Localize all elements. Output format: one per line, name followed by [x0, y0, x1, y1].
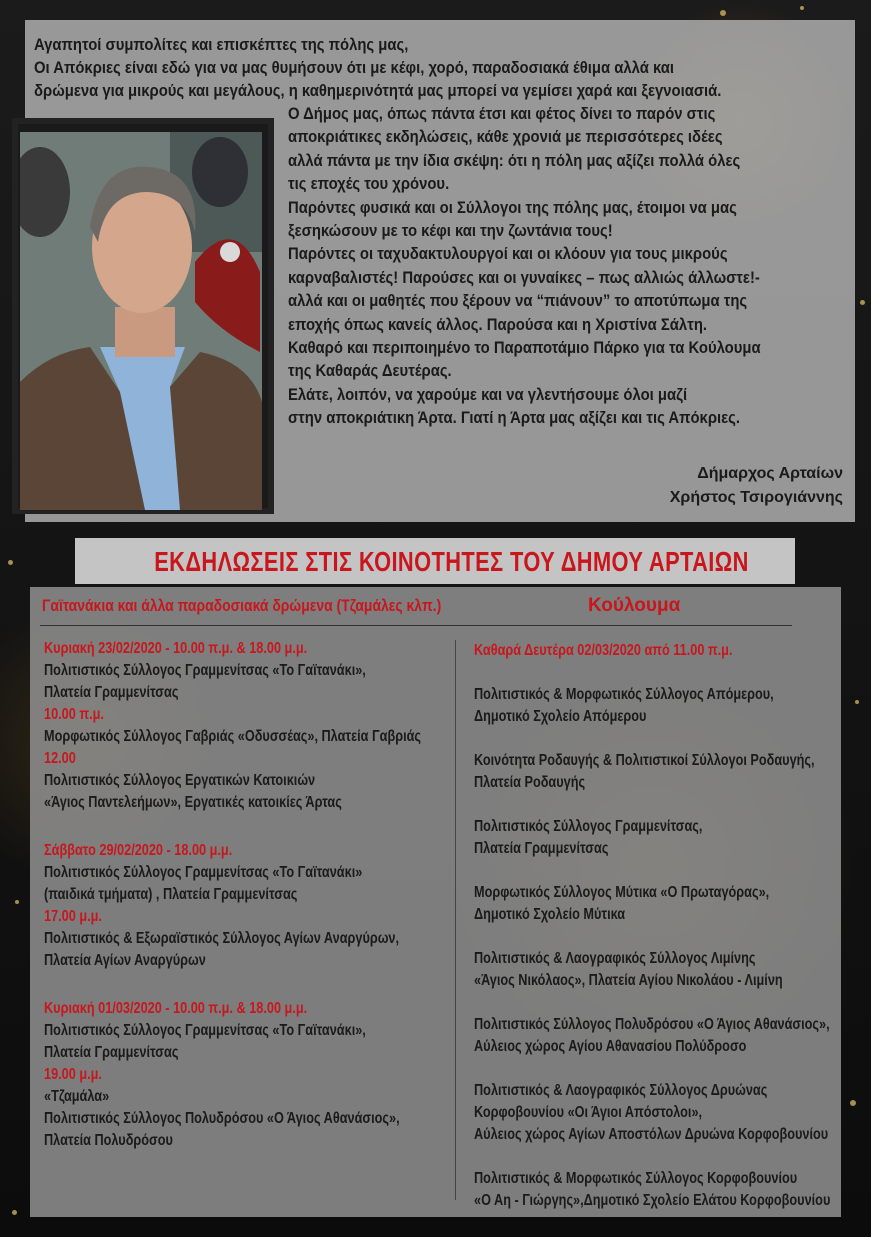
mayor-photo	[20, 132, 262, 510]
event-line: Πλατεία Ροδαυγής	[474, 774, 586, 791]
event-line: Πολιτιστικός Σύλλογος Πολυδρόσου «Ο Άγιος Αθανάσιος»,	[474, 1016, 830, 1033]
event-time: 12.00	[44, 750, 76, 767]
message-line: εποχής όπως κανείς άλλος. Παρούσα και η Χριστίνα Σάλτη.	[288, 315, 708, 334]
signature-role: Δήμαρχος Αρταίων	[697, 465, 843, 482]
event-line: Πλατεία Γραμμενίτσας	[44, 1044, 179, 1061]
right-events-column	[474, 640, 835, 1212]
signature-name: Χρήστος Τσιρογιάννης	[669, 489, 843, 506]
event-line: Κοινότητα Ροδαυγής & Πολιτιστικοί Σύλλογοι Ροδαυγής,	[474, 752, 815, 769]
spacer	[474, 992, 835, 1014]
event-line: Πολιτιστικός & Μορφωτικός Σύλλογος Απόμερου,	[474, 686, 774, 703]
event-line: (παιδικά τμήματα) , Πλατεία Γραμμενίτσας	[44, 886, 298, 903]
message-line: αλλά και οι μαθητές που ξέρουν να “πιάνουν” το αποτύπωμα της	[288, 292, 748, 311]
event-line: «Ο Αη - Γιώργης»,Δημοτικό Σχολείο Ελάτου Κορφοβουνίου	[474, 1192, 831, 1209]
greeting-line: Αγαπητοί συμπολίτες και επισκέπτες της πόλης μας,	[34, 36, 409, 54]
event-line: Αύλειος χώρος Αγίων Αποστόλων Δρυώνα Κορφοβουνίου	[474, 1126, 829, 1143]
header-divider	[40, 625, 792, 626]
event-line: «Τζαμάλα»	[44, 1088, 110, 1105]
message-line: της Καθαράς Δευτέρας.	[288, 362, 452, 381]
event-line: Μορφωτικός Σύλλογος Μύτικα «Ο Πρωταγόρας»,	[474, 884, 770, 901]
event-line: Δημοτικό Σχολείο Μύτικα	[474, 906, 626, 923]
event-date: Κυριακή 23/02/2020 - 10.00 π.μ. & 18.00 μ.μ.	[44, 640, 308, 657]
message-line: Παρόντες φυσικά και οι Σύλλογοι της πόλης μας, έτοιμοι να μας	[288, 198, 737, 217]
event-line: Πολιτιστικός Σύλλογος Γραμμενίτσας «Το Γαϊτανάκι»,	[44, 662, 366, 679]
event-line: Πολιτιστικός Σύλλογος Εργατικών Κατοικιών	[44, 772, 316, 789]
event-date: Σάββατο 29/02/2020 - 18.00 μ.μ.	[44, 842, 233, 859]
message-line: Ο Δήμος μας, όπως πάντα έτσι και φέτος δίνει το παρόν στις	[288, 105, 716, 123]
spacer	[474, 926, 835, 948]
event-time: 10.00 π.μ.	[44, 706, 104, 723]
event-line: Αύλειος χώρος Αγίου Αθανασίου Πολύδροσο	[474, 1038, 747, 1055]
event-line: Πολιτιστικός Σύλλογος Γραμμενίτσας «Το Γαϊτανάκι»	[44, 864, 363, 881]
message-line: στην αποκριάτικη Άρτα. Γιατί η Άρτα μας αξίζει και τις Απόκριες.	[288, 409, 741, 428]
spacer	[474, 662, 835, 684]
message-line: ξεσηκώσουν με το κέφι και την ζωντάνια τους!	[288, 222, 613, 241]
message-line: αποκριάτικες εκδηλώσεις, κάθε χρονιά με περισσότερες ιδέες	[288, 128, 723, 147]
sparkle	[800, 6, 804, 10]
event-line: Πολιτιστικός & Εξωραϊστικός Σύλλογος Αγίων Αναργύρων,	[44, 930, 400, 947]
sparkle	[15, 900, 19, 904]
left-column-header: Γαϊτανάκια και άλλα παραδοσιακά δρώμενα (Τζαμάλες κλπ.)	[42, 596, 442, 615]
mayor-portrait-illustration	[20, 132, 262, 510]
spacer	[474, 794, 835, 816]
event-line: «Άγιος Νικόλαος», Πλατεία Αγίου Νικολάου - Λιμίνη	[474, 972, 783, 989]
event-line: Πολιτιστικός Σύλλογος Πολυδρόσου «Ο Άγιος Αθανάσιος»,	[44, 1110, 400, 1127]
sparkle	[8, 560, 13, 565]
message-line: Ελάτε, λοιπόν, να χαρούμε και να γλεντήσουμε όλοι μαζί	[288, 385, 688, 404]
spacer	[44, 972, 470, 998]
spacer	[474, 1058, 835, 1080]
event-line: Δημοτικό Σχολείο Απόμερου	[474, 708, 647, 725]
event-time: 17.00 μ.μ.	[44, 908, 102, 925]
event-line: Πολιτιστικός & Μορφωτικός Σύλλογος Κορφοβουνίου	[474, 1170, 798, 1187]
message-line: Παρόντες οι ταχυδακτυλουργοί και οι κλόουν για τους μικρούς	[288, 245, 728, 264]
event-line: Πλατεία Πολυδρόσου	[44, 1132, 173, 1149]
message-line: τις εποχές του χρόνου.	[288, 175, 450, 194]
event-line: Πολιτιστικός & Λαογραφικός Σύλλογος Δρυώνας	[474, 1082, 768, 1099]
spacer	[474, 728, 835, 750]
event-time: 19.00 μ.μ.	[44, 1066, 102, 1083]
event-line: Μορφωτικός Σύλλογος Γαβριάς «Οδυσσέας», Πλατεία Γαβριάς	[44, 728, 422, 745]
greeting-line: δρώμενα για μικρούς και μεγάλους, η καθημερινότητά μας μπορεί να γεμίσει χαρά και ξεγνοιασιά.	[34, 82, 722, 100]
event-line: Πολιτιστικός Σύλλογος Γραμμενίτσας «Το Γαϊτανάκι»,	[44, 1022, 366, 1039]
event-line: Κορφοβουνίου «Οι Άγιοι Απόστολοι»,	[474, 1104, 703, 1121]
right-column-header: Κούλουμα	[588, 595, 681, 616]
spacer	[474, 860, 835, 882]
message-line: καρναβαλιστές! Παρούσες και οι γυναίκες – πως αλλιώς άλλωστε!-	[288, 268, 760, 287]
message-line: Καθαρό και περιποιημένο το Παραποτάμιο Πάρκο για τα Κούλουμα	[288, 339, 761, 358]
sparkle	[860, 300, 865, 305]
signature	[670, 462, 843, 510]
event-date: Καθαρά Δευτέρα 02/03/2020 από 11.00 π.μ.	[474, 642, 733, 659]
event-line: Πλατεία Γραμμενίτσας	[474, 840, 609, 857]
event-date: Κυριακή 01/03/2020 - 10.00 π.μ. & 18.00 μ.μ.	[44, 1000, 308, 1017]
sparkle	[855, 700, 859, 704]
greeting	[34, 34, 772, 103]
spacer	[44, 814, 470, 840]
mayor-message	[288, 103, 801, 431]
event-line: Πλατεία Γραμμενίτσας	[44, 684, 179, 701]
message-line: αλλά πάντα με την ίδια σκέψη: ότι η πόλη μας αξίζει πολλά όλες	[288, 151, 741, 170]
sparkle	[850, 1100, 856, 1106]
sparkle	[720, 10, 726, 16]
greeting-line: Οι Απόκριες είναι εδώ για να μας θυμήσουν ότι με κέφι, χορό, παραδοσιακά έθιμα αλλά και	[34, 59, 675, 77]
spacer	[474, 1146, 835, 1168]
event-line: Πολιτιστικός Σύλλογος Γραμμενίτσας,	[474, 818, 703, 835]
event-line: «Άγιος Παντελεήμων», Εργατικές κατοικίες Άρτας	[44, 794, 342, 811]
sparkle	[12, 1210, 17, 1215]
event-line: Πλατεία Αγίων Αναργύρων	[44, 952, 206, 969]
event-line: Πολιτιστικός & Λαογραφικός Σύλλογος Λιμίνης	[474, 950, 756, 967]
banner-title: ΕΚΔΗΛΩΣΕΙΣ ΣΤΙΣ ΚΟΙΝΟΤΗΤΕΣ ΤΟΥ ΔΗΜΟΥ ΑΡΤΑΙΩΝ	[154, 546, 749, 577]
left-events-column	[44, 638, 470, 1152]
